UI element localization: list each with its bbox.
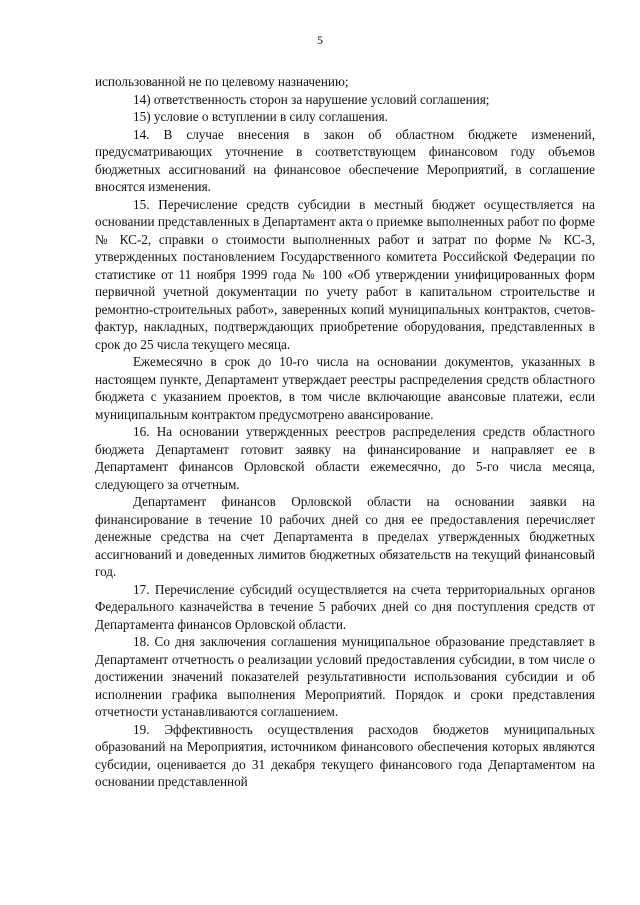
paragraph: 16. На основании утвержденных реестров распределения средств областного бюджета Департамент готовит заявку на финансирование и направляет ее в Департамент финансов Орловской области ежемесячно, до 5-го числа месяца, следующего за отчетным.	[95, 424, 595, 492]
document-body	[95, 73, 595, 791]
paragraph: использованной не по целевому назначению;	[95, 74, 349, 89]
page-number: 5	[317, 33, 323, 47]
paragraph: 15) условие о вступлении в силу соглашения.	[133, 109, 388, 124]
paragraph: 18. Со дня заключения соглашения муниципальное образование представляет в Департамент отчетность о реализации условий предоставления субсидии, в том числе о достижении значений показателей результативности использования субсидии и об исполнении графика выполнения Мероприятий. Порядок и сроки представления отчетности устанавливаются соглашением.	[95, 634, 595, 719]
paragraph: Департамент финансов Орловской области на основании заявки на финансирование в течение 10 рабочих дней со дня ее предоставления перечисляет денежные средства на счет Департамента в пределах утвержденных бюджетных ассигнований и доведенных лимитов бюджетных обязательств на текущий финансовый год.	[95, 494, 595, 579]
paragraph: 19. Эффективность осуществления расходов бюджетов муниципальных образований на Мероприятия, источником финансового обеспечения которых являются субсидии, оценивается до 31 декабря текущего финансового года Департаментом на основании представленной	[95, 721, 595, 789]
paragraph: Ежемесячно в срок до 10-го числа на основании документов, указанных в настоящем пункте, Департамент утверждает реестры распределения средств областного бюджета с указанием проектов, в том числе включающие авансовые платежи, если муниципальным контрактом предусмотрено авансирование.	[95, 354, 595, 422]
paragraph: 17. Перечисление субсидий осуществляется на счета территориальных органов Федерального казначейства в течение 5 рабочих дней со дня поступления средств от Департамента финансов Орловской области.	[95, 581, 595, 632]
paragraph: 15. Перечисление средств субсидии в местный бюджет осуществляется на основании представленных в Департамент акта о приемке выполненных работ по форме № КС-2, справки о стоимости выполненных работ и затрат по форме № КС-3, утвержденных постановлением Государственного комитета Российской Федерации по статистике от 11 ноября 1999 года № 100 «Об утверждении унифицированных форм первичной учетной документации по учету работ в капитальном строительстве и ремонтно-строительных работ», заверенных копий муниципальных контрактов, счетов-фактур, накладных, подтверждающих приобретение оборудования, представленных в срок до 25 числа текущего месяца.	[95, 196, 595, 352]
paragraph: 14. В случае внесения в закон об областном бюджете изменений, предусматривающих уточнение в соответствующем финансовом году объемов бюджетных ассигнований на финансовое обеспечение Мероприятий, в соглашение вносятся изменения.	[95, 126, 595, 194]
paragraph: 14) ответственность сторон за нарушение условий соглашения;	[133, 91, 490, 107]
